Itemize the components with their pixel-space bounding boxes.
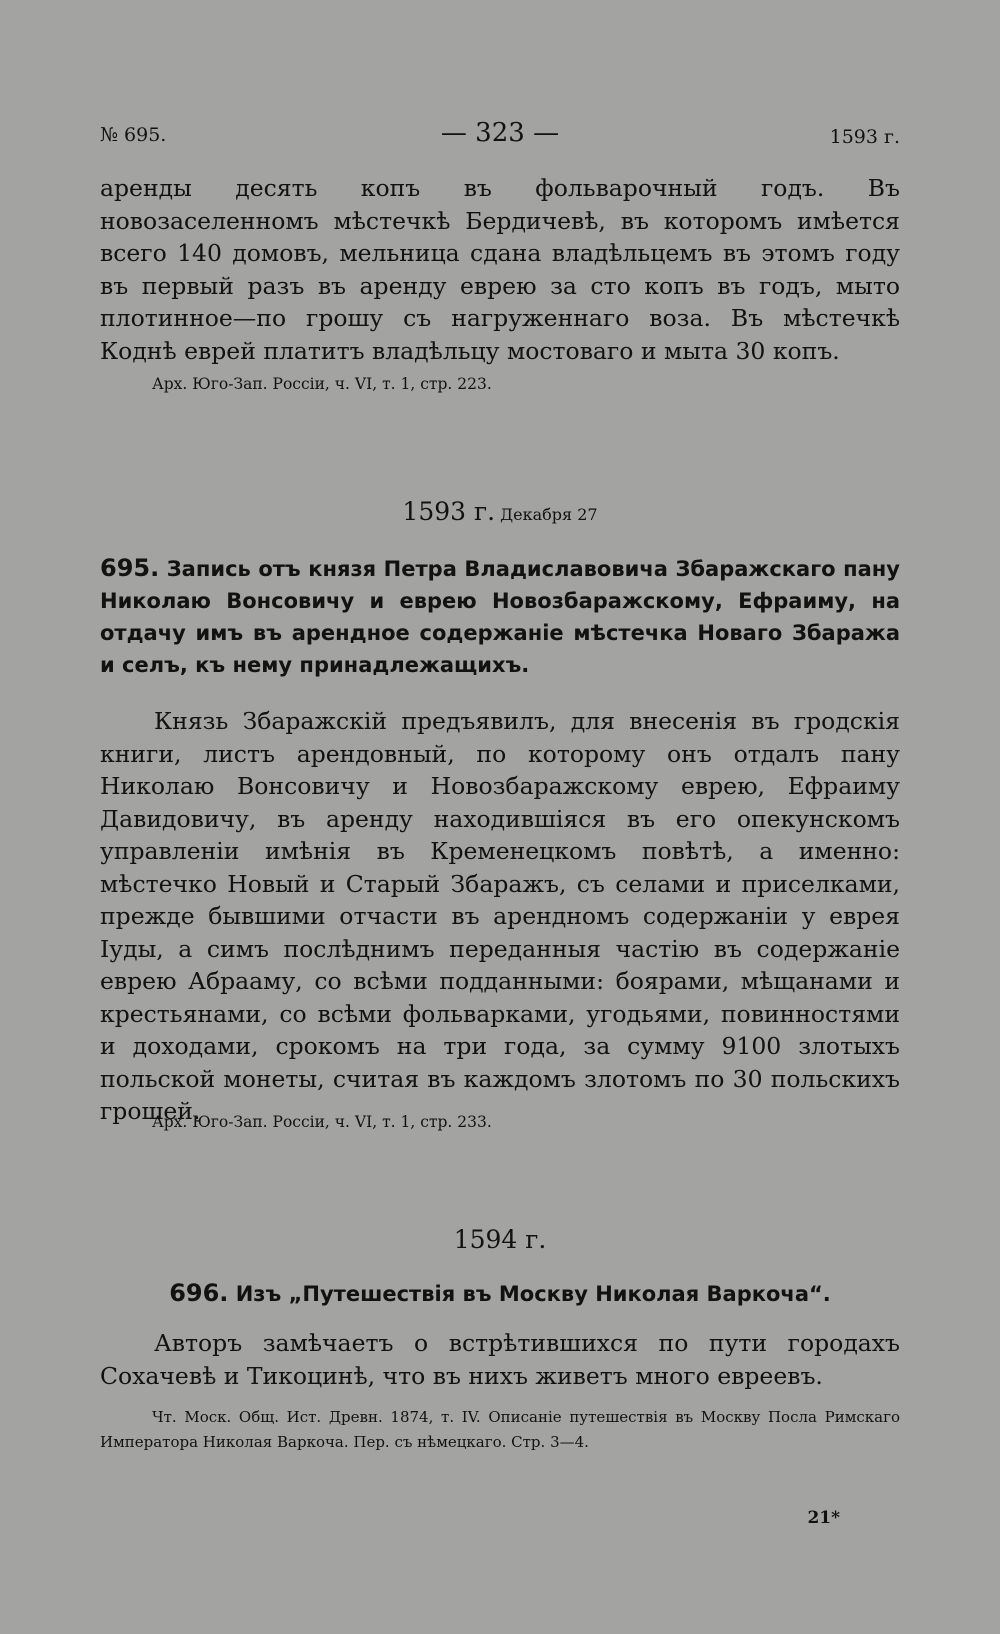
entry-date-heading bbox=[0, 497, 1000, 526]
page-number: — 323 — bbox=[440, 118, 560, 148]
entry-number: 696. bbox=[169, 1279, 229, 1307]
entry-title bbox=[100, 552, 900, 681]
entry-year: 1593 г. bbox=[402, 497, 496, 526]
entry-paragraph: Князь Збаражскій предъявилъ, для внесенія въ гродскія книги, листъ арендовный, по которому онъ отдалъ пану Николаю Вонсовичу и Новозбаражскому еврею, Ефраиму Давидовичу, въ аренду находившіяся въ его опекунскомъ управленіи имѣнія въ Кременецкомъ повѣтѣ, а именно: мѣстечко Новый и Старый Збаражъ, съ селами и приселками, прежде бывшими отчасти въ арендномъ содержаніи у еврея Іуды, а симъ послѣднимъ переданныя частію въ содержаніе еврею Абрааму, со всѣми подданными: боярами, мѣщанами и крестьянами, со всѣми фольварками, угодьями, повинностями и доходами, срокомъ на три года, за сумму 9100 злотыхъ польской монеты, считая въ каждомъ злотомъ по 30 польскихъ грошей. bbox=[100, 707, 900, 1125]
source-citation: Чт. Моск. Общ. Ист. Древн. 1874, т. IV. Описаніе путешествія въ Москву Посла Римскаго Императора Николая Варкоча. Пер. съ нѣмецкаго. Стр. 3—4. bbox=[100, 1408, 900, 1451]
signature-mark: 21* bbox=[807, 1508, 840, 1528]
continued-paragraph: аренды десять копъ въ фольварочный годъ. Въ новозаселенномъ мѣстечкѣ Бердичевѣ, въ которомъ имѣется всего 140 домовъ, мельница сдана владѣльцемъ въ этомъ году въ первый разъ въ аренду еврею за сто копъ въ годъ, мыто плотинное—по грошу съ нагруженнаго воза. Въ мѣстечкѣ Коднѣ еврей платитъ владѣльцу мостоваго и мыта 30 копъ. bbox=[100, 174, 900, 365]
entry-title-text: Запись отъ князя Петра Владиславовича Збаражскаго пану Николаю Вонсовичу и еврею Новозбаражскому, Ефраиму, на отдачу имъ въ арендное содержаніе мѣстечка Новаго Збаража и селъ, къ нему принадлежащихъ. bbox=[100, 557, 900, 677]
page-header bbox=[100, 118, 900, 154]
source-citation: Арх. Юго-Зап. Россіи, ч. VI, т. 1, стр. 233. bbox=[152, 1113, 492, 1131]
entry-title-text: Изъ „Путешествія въ Москву Николая Варкоча“. bbox=[235, 1282, 831, 1306]
entry-number: 695. bbox=[100, 554, 160, 582]
entry-date-heading bbox=[0, 1225, 1000, 1254]
source-citation: Арх. Юго-Зап. Россіи, ч. VI, т. 1, стр. 223. bbox=[152, 375, 492, 393]
entry-year: 1594 г. bbox=[453, 1225, 547, 1254]
entry-paragraph: Авторъ замѣчаетъ о встрѣтившихся по пути городахъ Сохачевѣ и Тикоцинѣ, что въ нихъ живетъ много евреевъ. bbox=[100, 1329, 900, 1390]
entry-title bbox=[100, 1277, 900, 1310]
entry-date: Декабря 27 bbox=[500, 505, 598, 524]
entry-number-header: № 695. bbox=[100, 124, 167, 146]
year-header: 1593 г. bbox=[829, 126, 900, 148]
